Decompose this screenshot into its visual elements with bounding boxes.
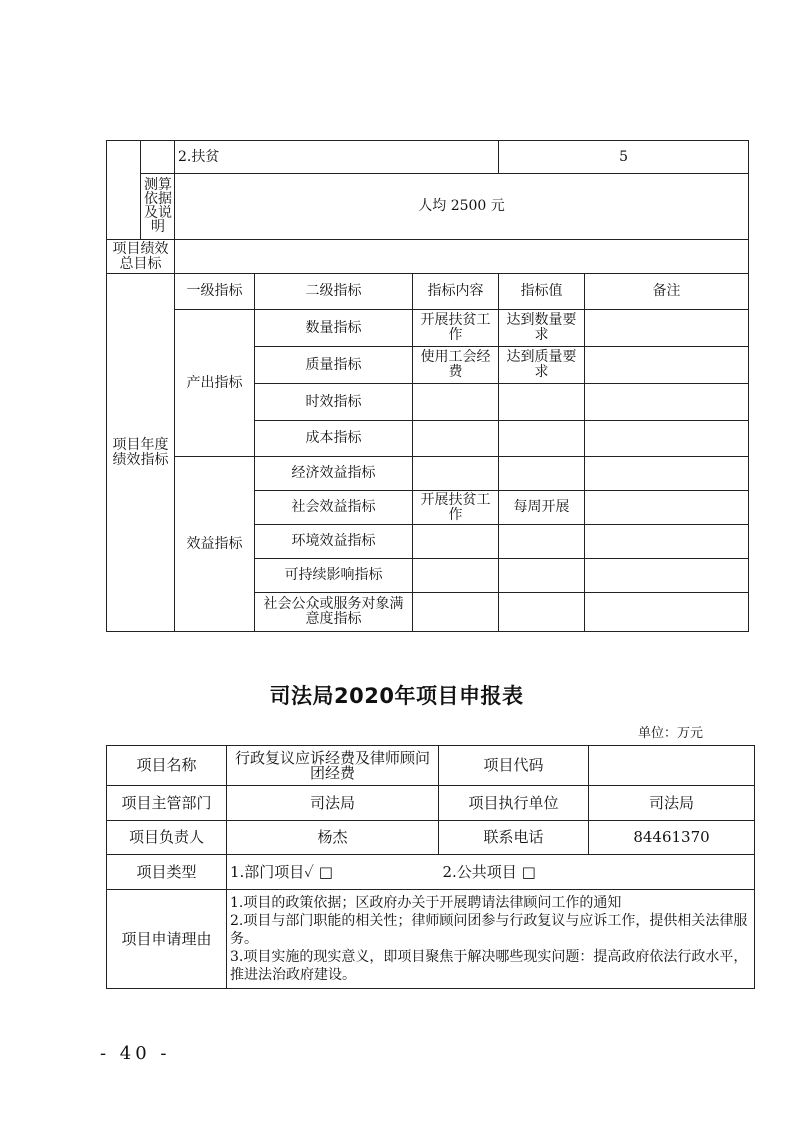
content-cell: 使用工会经费 — [413, 347, 499, 384]
header-value: 指标值 — [499, 274, 585, 310]
project-type-options — [227, 855, 755, 890]
level2-cell: 环境效益指标 — [255, 525, 413, 559]
content-cell — [413, 559, 499, 593]
basis-value: 人均 2500 元 — [175, 174, 749, 240]
content-cell: 开展扶贫工作 — [413, 310, 499, 347]
reason-line: 1.项目的政策依据；区政府办关于开展聘请法律顾问工作的通知 — [230, 895, 622, 911]
phone-value: 84461370 — [589, 821, 755, 855]
content-cell — [413, 384, 499, 421]
annual-indicators-label: 项目年度绩效指标 — [107, 274, 175, 632]
poverty-item: 2.扶贫 — [175, 141, 499, 174]
content-cell — [413, 421, 499, 457]
output-indicators-label: 产出指标 — [175, 310, 255, 457]
reason-line: 2.项目与部门职能的相关性；律师顾问团参与行政复议与应诉工作，提供相关法律服务。 — [230, 913, 748, 947]
level2-cell: 数量指标 — [255, 310, 413, 347]
dept-value: 司法局 — [227, 786, 439, 821]
note-cell — [585, 457, 749, 491]
value-cell — [499, 593, 585, 632]
reason-line: 3.项目实施的现实意义，即项目聚焦于解决哪些现实问题：提高政府依法行政水平，推进法治政府建设。 — [230, 949, 748, 983]
level2-cell: 可持续影响指标 — [255, 559, 413, 593]
note-cell — [585, 384, 749, 421]
content-cell — [413, 593, 499, 632]
poverty-value: 5 — [499, 141, 749, 174]
content-cell — [413, 525, 499, 559]
project-code-value — [589, 746, 755, 786]
content-cell: 开展扶贫工作 — [413, 491, 499, 525]
overall-goal-value — [175, 240, 749, 274]
note-cell — [585, 347, 749, 384]
blank-cell — [107, 141, 141, 240]
reason-text — [227, 890, 755, 989]
application-form-table — [106, 745, 755, 989]
level2-cell: 经济效益指标 — [255, 457, 413, 491]
project-name-value: 行政复议应诉经费及律师顾问团经费 — [227, 746, 439, 786]
note-cell — [585, 491, 749, 525]
exec-unit-label: 项目执行单位 — [439, 786, 589, 821]
note-cell — [585, 310, 749, 347]
overall-goal-label: 项目绩效总目标 — [107, 240, 175, 274]
value-cell — [499, 457, 585, 491]
leader-label: 项目负责人 — [107, 821, 227, 855]
level2-cell: 社会效益指标 — [255, 491, 413, 525]
header-level1: 一级指标 — [175, 274, 255, 310]
note-cell — [585, 525, 749, 559]
phone-label: 联系电话 — [439, 821, 589, 855]
header-content: 指标内容 — [413, 274, 499, 310]
level2-cell: 成本指标 — [255, 421, 413, 457]
value-cell — [499, 525, 585, 559]
content-cell — [413, 457, 499, 491]
value-cell: 达到数量要求 — [499, 310, 585, 347]
page-number: - 40 - — [100, 1043, 171, 1064]
performance-table — [106, 140, 749, 632]
note-cell — [585, 421, 749, 457]
type-option-department[interactable]: 1.部门项目✓ □ — [230, 862, 333, 881]
blank-cell — [141, 141, 175, 174]
value-cell — [499, 421, 585, 457]
level2-cell: 质量指标 — [255, 347, 413, 384]
value-cell: 每周开展 — [499, 491, 585, 525]
unit-label: 单位：万元 — [637, 726, 703, 741]
note-cell — [585, 559, 749, 593]
value-cell: 达到质量要求 — [499, 347, 585, 384]
note-cell — [585, 593, 749, 632]
reason-label: 项目申请理由 — [107, 890, 227, 989]
value-cell — [499, 384, 585, 421]
header-level2: 二级指标 — [255, 274, 413, 310]
value-cell — [499, 559, 585, 593]
project-name-label: 项目名称 — [107, 746, 227, 786]
project-code-label: 项目代码 — [439, 746, 589, 786]
level2-cell: 社会公众或服务对象满意度指标 — [255, 593, 413, 632]
header-note: 备注 — [585, 274, 749, 310]
exec-unit-value: 司法局 — [589, 786, 755, 821]
leader-value: 杨杰 — [227, 821, 439, 855]
basis-label: 测算依据及说明 — [141, 174, 175, 240]
benefit-indicators-label: 效益指标 — [175, 457, 255, 632]
form-title: 司法局2020年项目申报表 — [269, 684, 524, 708]
dept-label: 项目主管部门 — [107, 786, 227, 821]
level2-cell: 时效指标 — [255, 384, 413, 421]
type-option-public[interactable]: 2.公共项目 □ — [442, 862, 536, 881]
project-type-label: 项目类型 — [107, 855, 227, 890]
